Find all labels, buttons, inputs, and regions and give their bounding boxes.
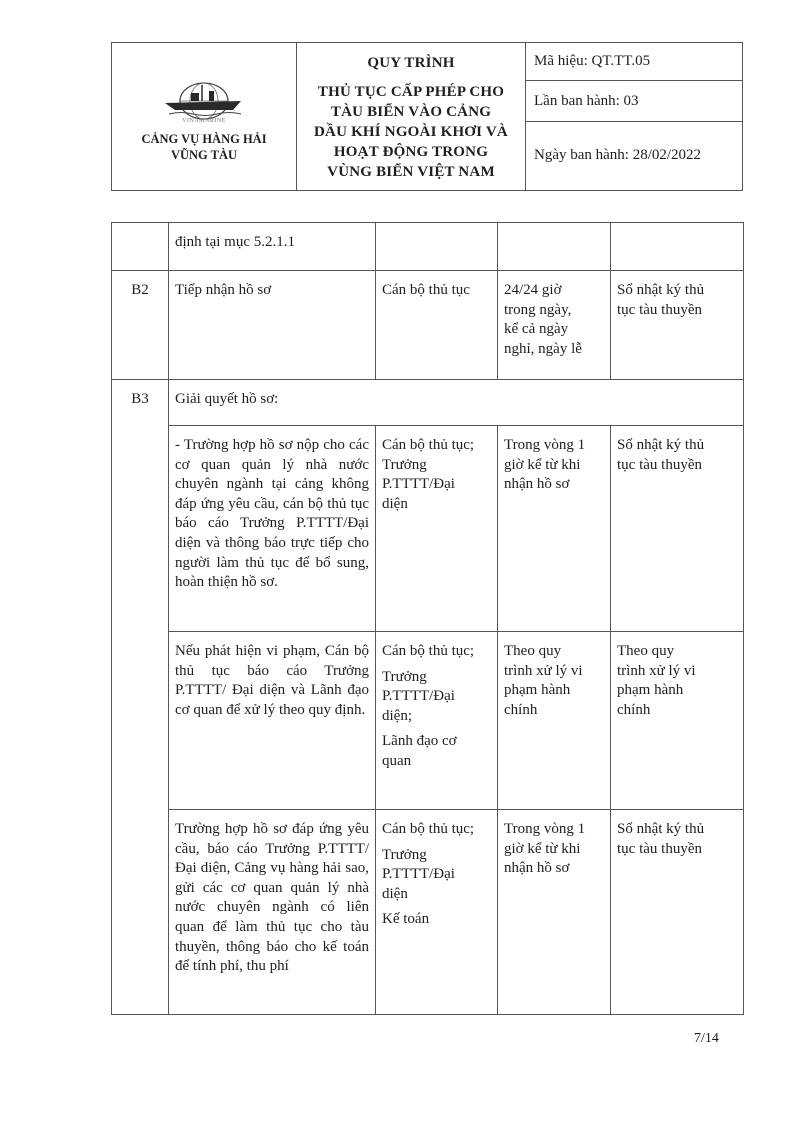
table-row [112,223,744,271]
vinamarine-logo-icon [161,81,247,121]
content-cell: Tiếp nhận hồ sơ [169,271,376,380]
responsible-cell: Cán bộ thủ tục; Trưởng P.TTTT/Đại diện Kế toán [376,810,498,1015]
procedure-table [111,222,744,1015]
step-cell: B2 [112,271,169,380]
table-row [112,271,744,380]
organization-name: CẢNG VỤ HÀNG HẢI VŨNG TÀU [141,132,267,162]
time-cell [498,223,611,271]
content-cell: Nếu phát hiện vi phạm, Cán bộ thủ tục báo cáo Trưởng P.TTTT/ Đại diện và Lãnh đạo cơ quan để xử lý theo quy định. [169,632,376,810]
page-number: 7/14 [694,1031,719,1046]
time-cell: Trong vòng 1 giờ kể từ khi nhận hồ sơ [498,426,611,632]
responsible-cell: Cán bộ thủ tục; Trưởng P.TTTT/Đại diện; Lãnh đạo cơ quan [376,632,498,810]
record-cell: Sổ nhật ký thủ tục tàu thuyền [611,426,744,632]
header-meta-cell [526,43,742,190]
document-code: Mã hiệu: QT.TT.05 [526,43,742,81]
step-cell [112,223,169,271]
content-cell: định tại mục 5.2.1.1 [169,223,376,271]
step-cell: B3 [112,380,169,1015]
table-row [112,380,744,426]
content-cell: Giải quyết hồ sơ: [169,380,744,426]
table-row [112,632,744,810]
record-cell: Theo quy trình xử lý vi phạm hành chính [611,632,744,810]
content-cell: Trường hợp hồ sơ đáp ứng yêu cầu, báo cáo Trưởng P.TTTT/Đại diện, Cảng vụ hàng hải sao, gửi các cơ quan quản lý nhà nước chuyên ngành có liên quan để làm thủ tục cho tàu thuyền, thông báo cho kế toán để tính phí, thu phí [169,810,376,1015]
content-cell: - Trường hợp hồ sơ nộp cho các cơ quan quản lý nhà nước chuyên ngành tại cảng không đáp ứng yêu cầu, cán bộ thủ tục báo cáo Trưởng P.TTTT/Đại diện và thông báo trực tiếp cho người làm thủ tục để bổ sung, hoàn thiện hồ sơ. [169,426,376,632]
issue-date: Ngày ban hành: 28/02/2022 [534,147,702,164]
time-cell: Theo quy trình xử lý vi phạm hành chính [498,632,611,810]
responsible-cell: Cán bộ thủ tục; Trưởng P.TTTT/Đại diện [376,426,498,632]
document-title: THỦ TỤC CẤP PHÉP CHO TÀU BIỂN VÀO CẢNG DẦU KHÍ NGOÀI KHƠI VÀ HOẠT ĐỘNG TRONG VÙNG BIỂN VIỆT NAM [314,84,508,180]
brand-small-text: VINAMARINE [182,118,226,124]
header-title-cell [297,43,526,190]
edition-number: Lần ban hành: 03 [526,81,742,121]
record-cell: Sổ nhật ký thủ tục tàu thuyền [611,810,744,1015]
document-type: QUY TRÌNH [367,55,455,71]
table-row [112,810,744,1015]
header-logo-cell [112,43,297,190]
time-cell: 24/24 giờ trong ngày, kể cả ngày nghỉ, ngày lễ [498,271,611,380]
responsible-cell: Cán bộ thủ tục [376,271,498,380]
table-row [112,426,744,632]
time-cell: Trong vòng 1 giờ kể từ khi nhận hồ sơ [498,810,611,1015]
record-cell [611,223,744,271]
record-cell: Sổ nhật ký thủ tục tàu thuyền [611,271,744,380]
responsible-cell [376,223,498,271]
document-header [111,42,743,191]
